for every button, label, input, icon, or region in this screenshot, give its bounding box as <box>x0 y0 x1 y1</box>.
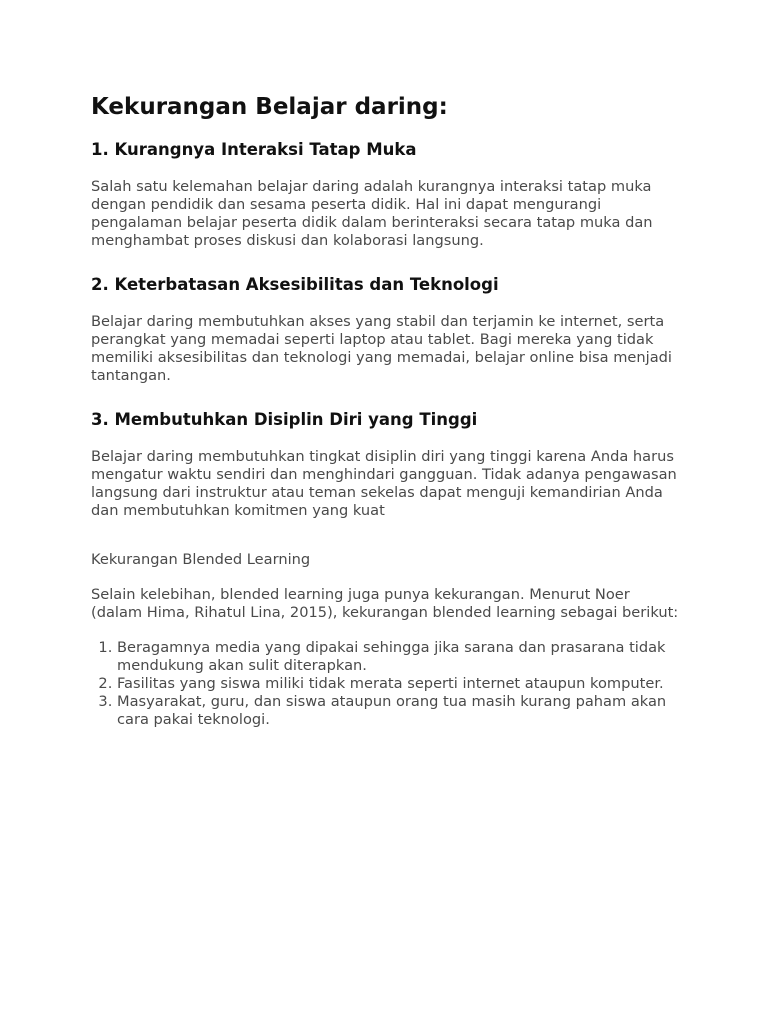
section-heading-3: 3. Membutuhkan Disiplin Diri yang Tinggi <box>91 410 478 429</box>
list-item: 3. Masyarakat, guru, dan siswa ataupun orang tua masih kurang paham akan cara pakai teknologi. <box>117 693 681 729</box>
section-spacer <box>91 520 681 551</box>
section-body-3: Belajar daring membutuhkan tingkat disiplin diri yang tinggi karena Anda harus mengatur waktu sendiri dan menghindari gangguan. Tidak adanya pengawasan langsung dari instruktur atau teman sekelas dapat menguji kemandirian Anda dan membutuhkan komitmen yang kuat <box>91 448 677 519</box>
blended-learning-list <box>91 639 681 729</box>
list-item: 1. Beragamnya media yang dipakai sehingga jika sarana dan prasarana tidak mendukung akan sulit diterapkan. <box>117 639 681 675</box>
section-heading-2: 2. Keterbatasan Aksesibilitas dan Teknologi <box>91 275 499 294</box>
section-heading-1: 1. Kurangnya Interaksi Tatap Muka <box>91 140 417 159</box>
section-body-2: Belajar daring membutuhkan akses yang stabil dan terjamin ke internet, serta perangkat yang memadai seperti laptop atau tablet. Bagi mereka yang tidak memiliki aksesibilitas dan teknologi yang memadai, belajar online bisa menjadi tantangan. <box>91 313 672 384</box>
list-item: 2. Fasilitas yang siswa miliki tidak merata seperti internet ataupun komputer. <box>117 675 681 693</box>
document-content <box>91 92 681 729</box>
blended-learning-title: Kekurangan Blended Learning <box>91 551 311 568</box>
page-title: Kekurangan Belajar daring: <box>91 94 448 120</box>
section-body-1: Salah satu kelemahan belajar daring adalah kurangnya interaksi tatap muka dengan pendidik dan sesama peserta didik. Hal ini dapat mengurangi pengalaman belajar peserta didik dalam berinteraksi secara tatap muka dan menghambat proses diskusi dan kolaborasi langsung. <box>91 178 653 249</box>
blended-learning-intro: Selain kelebihan, blended learning juga punya kekurangan. Menurut Noer (dalam Hima, Rihatul Lina, 2015), kekurangan blended learning sebagai berikut: <box>91 586 679 621</box>
